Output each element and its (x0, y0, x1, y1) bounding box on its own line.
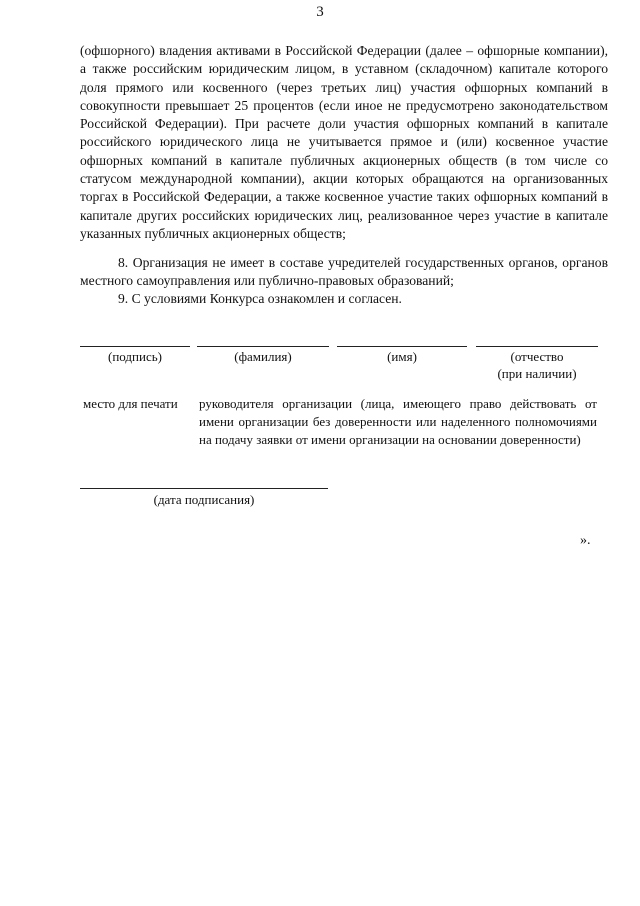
page-number: 3 (316, 4, 324, 20)
surname-label: (фамилия) (234, 349, 292, 364)
date-line (80, 488, 328, 489)
signer-description: руководителя организации (лица, имеющего право действовать от имени организации без доверенности или наделенного полномочиями на подачу заявки от имени организации на основании доверенности) (199, 396, 597, 447)
paragraph-offshore: (офшорного) владения активами в Российской Федерации (далее – офшорные компании), а также российским юридическим лицом, в уставном (складочном) капитале которого доля прямого или косвенного (через третьих лиц) участия офшорных компаний в совокупности превышает 25 процентов (если иное не предусмотрено законодательством Российской Федерации). При расчете доли участия офшорных компаний в капитале российского юридического лица не учитывается прямое и (или) косвенное участие офшорных компаний в капитале публичных акционерных обществ (в том числе со статусом международной компании), акции которых обращаются на организованных торгах в Российской Федерации, а также косвенное участие таких офшорных компаний в капитале других российских юридических лиц, реализованное через участие в капитале указанных публичных акционерных обществ; (80, 43, 608, 241)
paragraph-item-9: 9. С условиями Конкурса ознакомлен и согласен. (118, 291, 402, 306)
patronymic-label-line2: (при наличии) (497, 366, 577, 381)
surname-line (197, 346, 329, 347)
signature-label: (подпись) (108, 349, 162, 364)
date-label: (дата подписания) (153, 492, 255, 507)
closing-quote-mark: ». (580, 533, 591, 548)
signature-line (80, 346, 190, 347)
paragraph-item-8: 8. Организация не имеет в составе учредителей государственных органов, органов местного самоуправления или публично-правовых образований; (80, 255, 608, 289)
seal-place-label: место для печати (83, 396, 178, 411)
name-label: (имя) (387, 349, 417, 364)
name-line (337, 346, 467, 347)
patronymic-label-line1: (отчество (510, 349, 564, 364)
patronymic-line (476, 346, 598, 347)
patronymic-label (476, 348, 598, 382)
